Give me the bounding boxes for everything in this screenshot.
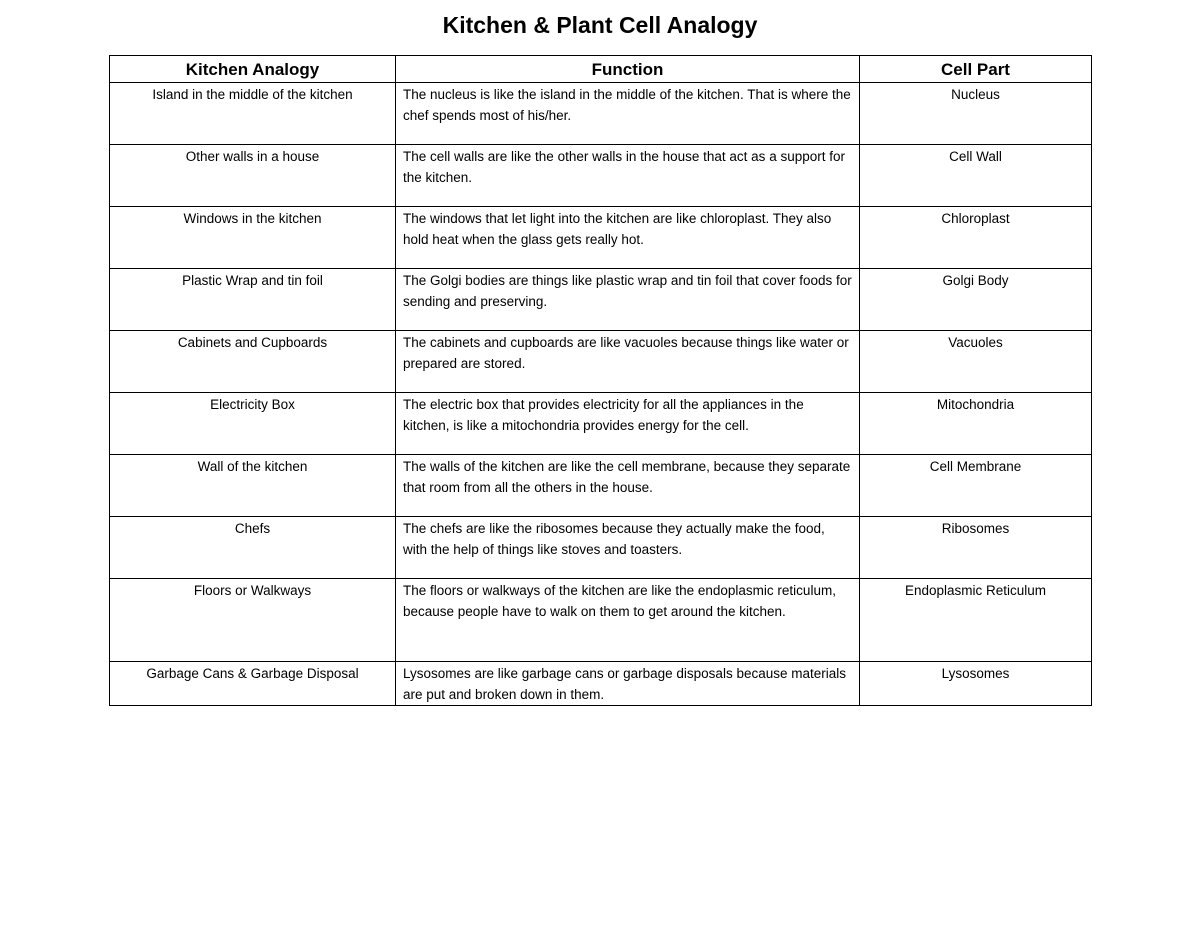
kitchen-analogy-cell: Other walls in a house bbox=[110, 145, 396, 207]
kitchen-analogy-cell: Floors or Walkways bbox=[110, 579, 396, 662]
function-cell: The nucleus is like the island in the middle of the kitchen. That is where the chef spends most of his/her. bbox=[396, 83, 860, 145]
function-cell: The walls of the kitchen are like the cell membrane, because they separate that room from all the others in the house. bbox=[396, 455, 860, 517]
kitchen-analogy-cell: Plastic Wrap and tin foil bbox=[110, 269, 396, 331]
table-row bbox=[110, 207, 1092, 269]
cell-part-cell: Cell Wall bbox=[860, 145, 1092, 207]
table-row bbox=[110, 269, 1092, 331]
header-cell-part: Cell Part bbox=[860, 56, 1092, 83]
kitchen-analogy-cell: Garbage Cans & Garbage Disposal bbox=[110, 662, 396, 706]
kitchen-analogy-cell: Chefs bbox=[110, 517, 396, 579]
function-cell: The cabinets and cupboards are like vacuoles because things like water or prepared are stored. bbox=[396, 331, 860, 393]
kitchen-analogy-cell: Windows in the kitchen bbox=[110, 207, 396, 269]
table-row bbox=[110, 145, 1092, 207]
table-row bbox=[110, 455, 1092, 517]
page-title: Kitchen & Plant Cell Analogy bbox=[442, 12, 758, 38]
table-header-row bbox=[110, 56, 1092, 83]
function-cell: The chefs are like the ribosomes because they actually make the food, with the help of things like stoves and toasters. bbox=[396, 517, 860, 579]
analogy-table bbox=[109, 55, 1092, 706]
table-row bbox=[110, 517, 1092, 579]
cell-part-cell: Cell Membrane bbox=[860, 455, 1092, 517]
cell-part-cell: Chloroplast bbox=[860, 207, 1092, 269]
header-kitchen-analogy: Kitchen Analogy bbox=[110, 56, 396, 83]
cell-part-cell: Ribosomes bbox=[860, 517, 1092, 579]
cell-part-cell: Golgi Body bbox=[860, 269, 1092, 331]
kitchen-analogy-cell: Electricity Box bbox=[110, 393, 396, 455]
table-row bbox=[110, 331, 1092, 393]
cell-part-cell: Lysosomes bbox=[860, 662, 1092, 706]
function-cell: The Golgi bodies are things like plastic wrap and tin foil that cover foods for sending and preserving. bbox=[396, 269, 860, 331]
kitchen-analogy-cell: Wall of the kitchen bbox=[110, 455, 396, 517]
table-row bbox=[110, 579, 1092, 662]
kitchen-analogy-cell: Cabinets and Cupboards bbox=[110, 331, 396, 393]
function-cell: The electric box that provides electricity for all the appliances in the kitchen, is like a mitochondria provides energy for the cell. bbox=[396, 393, 860, 455]
cell-part-cell: Mitochondria bbox=[860, 393, 1092, 455]
header-function: Function bbox=[396, 56, 860, 83]
kitchen-analogy-cell: Island in the middle of the kitchen bbox=[110, 83, 396, 145]
table-row bbox=[110, 662, 1092, 706]
function-cell: The floors or walkways of the kitchen are like the endoplasmic reticulum, because people have to walk on them to get around the kitchen. bbox=[396, 579, 860, 662]
function-cell: Lysosomes are like garbage cans or garbage disposals because materials are put and broken down in them. bbox=[396, 662, 860, 706]
table-row bbox=[110, 393, 1092, 455]
function-cell: The windows that let light into the kitchen are like chloroplast. They also hold heat when the glass gets really hot. bbox=[396, 207, 860, 269]
table-row bbox=[110, 83, 1092, 145]
cell-part-cell: Endoplasmic Reticulum bbox=[860, 579, 1092, 662]
function-cell: The cell walls are like the other walls in the house that act as a support for the kitchen. bbox=[396, 145, 860, 207]
cell-part-cell: Nucleus bbox=[860, 83, 1092, 145]
cell-part-cell: Vacuoles bbox=[860, 331, 1092, 393]
